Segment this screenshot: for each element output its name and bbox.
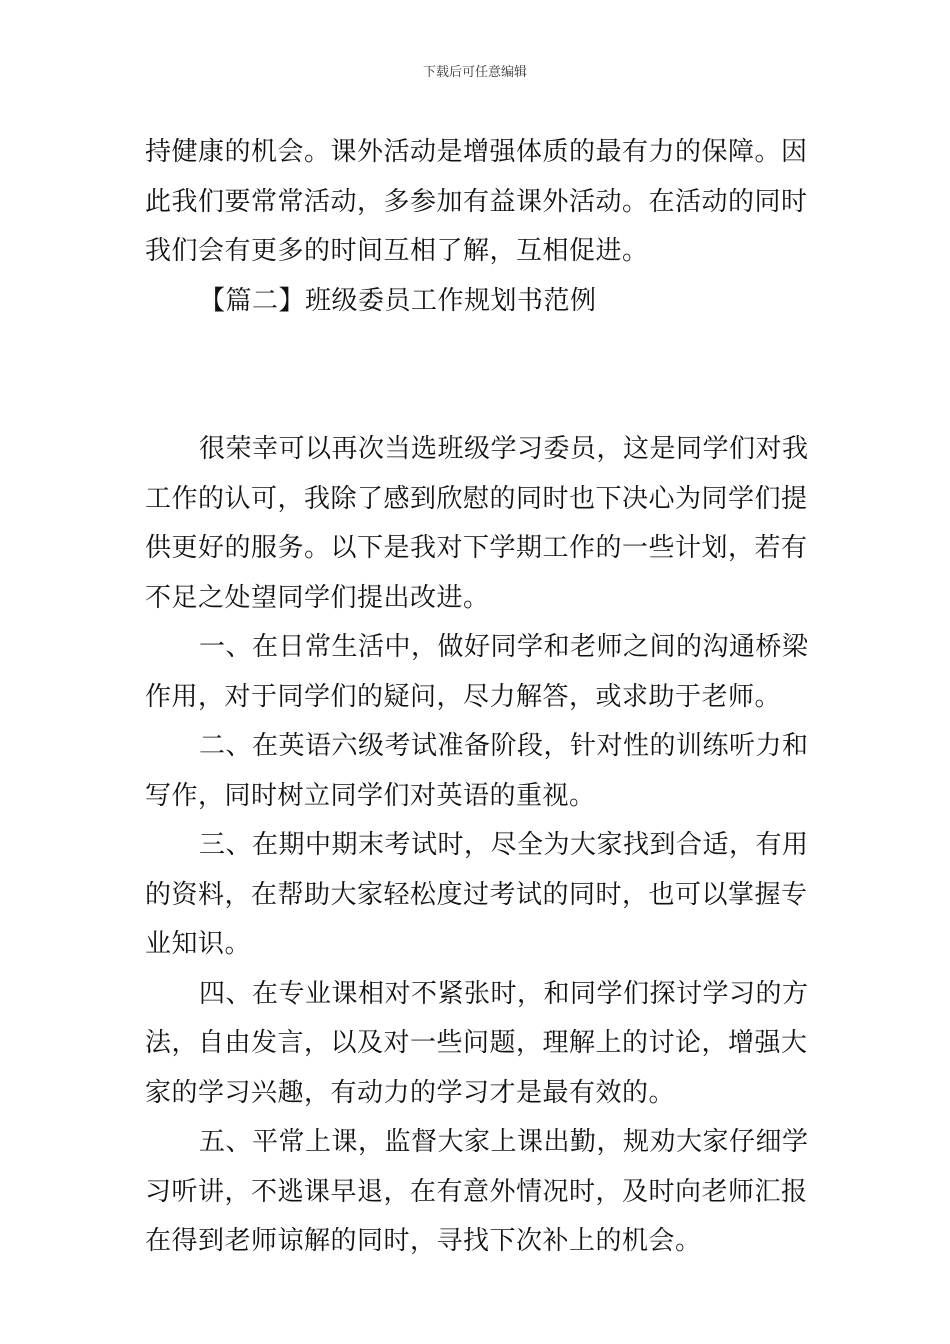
document-body — [145, 128, 810, 1267]
paragraph-intro: 很荣幸可以再次当选班级学习委员，这是同学们对我工作的认可，我除了感到欣慰的同时也下决心为同学们提供更好的服务。以下是我对下学期工作的一些计划，若有不足之处望同学们提出改进。 — [145, 434, 809, 613]
page-header: 下载后可任意编辑 — [422, 65, 527, 80]
paragraph-continuation: 持健康的机会。课外活动是增强体质的最有力的保障。因此我们要常常活动，多参加有益课外活动。在活动的同时我们会有更多的时间互相了解，互相促进。 — [145, 137, 808, 266]
section-heading: 【篇二】班级委员工作规划书范例 — [199, 285, 597, 316]
paragraph-item-4: 四、在专业课相对不紧张时，和同学们探讨学习的方法，自由发言，以及对一些问题，理解上的讨论，增强大家的学习兴趣，有动力的学习才是最有效的。 — [145, 978, 809, 1108]
paragraph-item-1: 一、在日常生活中，做好同学和老师之间的沟通桥梁作用，对于同学们的疑问，尽力解答，或求助于老师。 — [145, 632, 809, 712]
paragraph-item-3: 三、在期中期末考试时，尽全为大家找到合适，有用的资料，在帮助大家轻松度过考试的同时，也可以掌握专业知识。 — [145, 830, 809, 959]
paragraph-item-2: 二、在英语六级考试准备阶段，针对性的训练听力和写作，同时树立同学们对英语的重视。 — [145, 731, 809, 811]
paragraph-item-5: 五、平常上课，监督大家上课出勤，规劝大家仔细学习听讲，不逃课早退，在有意外情况时，及时向老师汇报在得到老师谅解的同时，寻找下次补上的机会。 — [145, 1127, 809, 1256]
blank-space — [145, 326, 810, 425]
